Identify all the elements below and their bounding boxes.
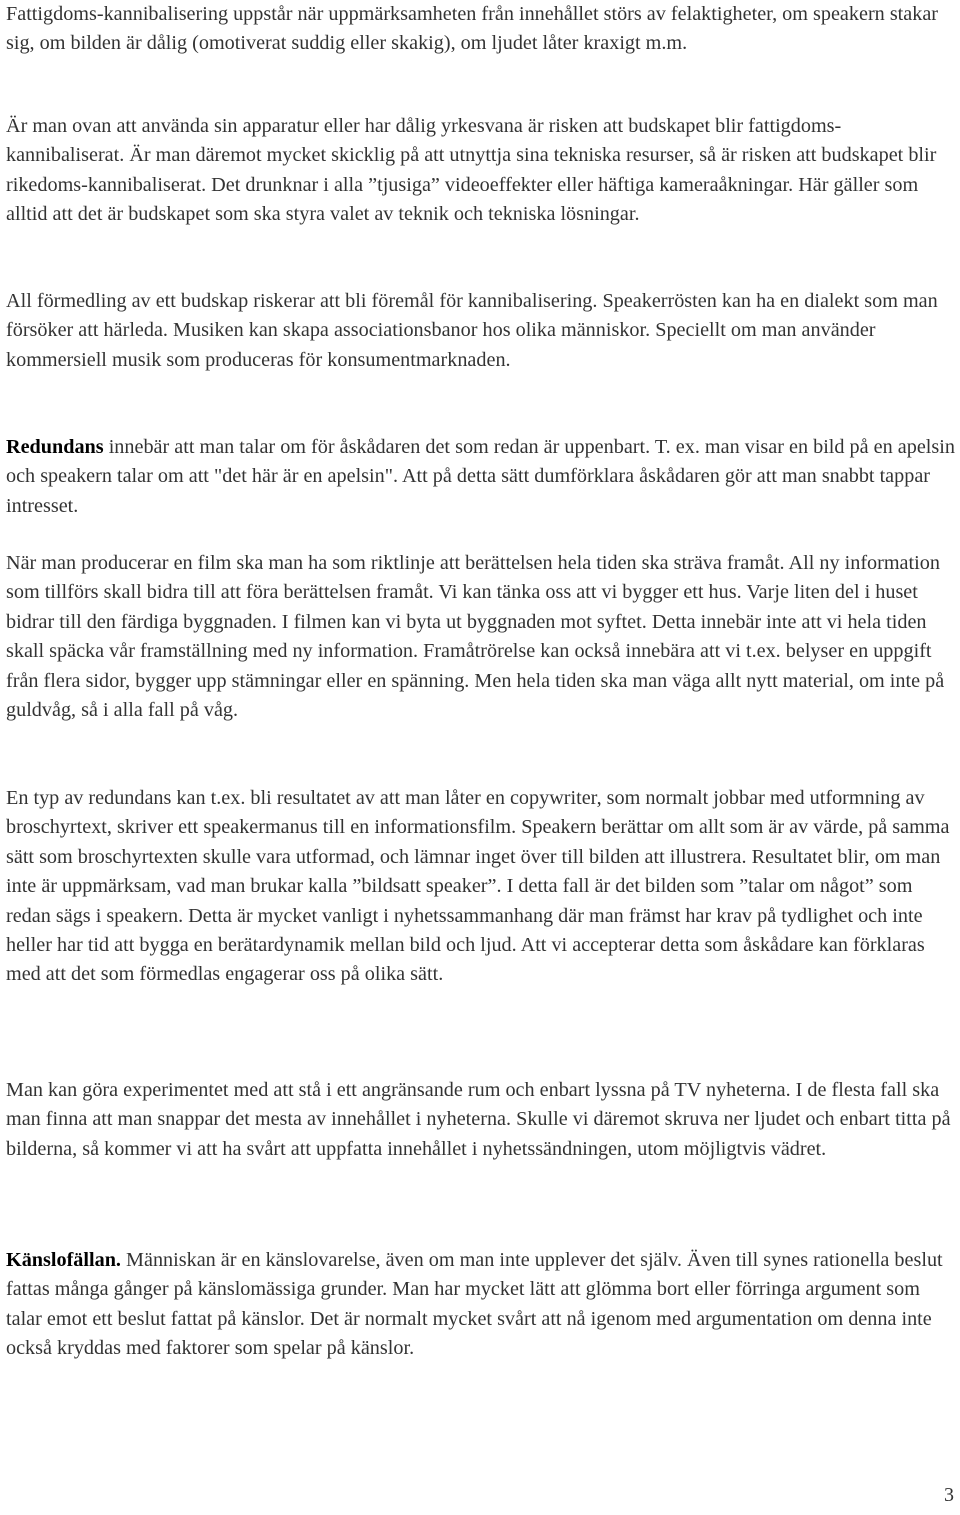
paragraph-redundans xyxy=(6,433,958,521)
paragraph-text: När man producerar en film ska man ha som riktlinje att berättelsen hela tiden ska sträva framåt. All ny information som tillförs skall bidra till att föra berättelsen framåt. Vi kan tänka oss att vi bygger ett hus. Varje liten del i huset bidrar till den färdiga byggnaden. I filmen kan vi byta ut byggnaden mot syftet. Detta innebär inte att vi hela tiden skall späcka vår framställning med ny information. Framåtrörelse kan också innebära att vi t.ex. belyser en uppgift från flera sidor, bygger upp stämningar eller en spänning. Men hela tiden ska man väga allt nytt material, om inte på guldvåg, så i alla fall på våg. xyxy=(6,552,945,722)
paragraph-fattigdoms-kannibalisering xyxy=(6,0,958,59)
paragraph-text: Fattigdoms-kannibalisering uppstår när uppmärksamheten från innehållet störs av felaktigheter, om speakern stakar sig, om bilden är dålig (omotiverat suddig eller skakig), om ljudet låter kraxigt m.m. xyxy=(6,3,939,55)
paragraph-kanslofallan xyxy=(6,1246,958,1364)
paragraph-copywriter xyxy=(6,784,958,990)
paragraph-text: Är man ovan att använda sin apparatur eller har dålig yrkesvana är risken att budskapet blir fattigdoms-kannibaliserat. Är man däremot mycket skicklig på att utnyttja sina tekniska resurser, så är risken att budskapet blir rikedoms-kannibaliserat. Det drunknar i alla ”tjusiga” videoeffekter eller häftiga kameraåkningar. Här gäller som alltid att det är budskapet som ska styra valet av teknik och tekniska lösningar. xyxy=(6,115,937,226)
paragraph-text: All förmedling av ett budskap riskerar att bli föremål för kannibalisering. Speakerrösten kan ha en dialekt som man försöker att härleda. Musiken kan skapa associationsbanor hos olika människor. Speciellt om man använder kommersiell musik som produceras för konsumentmarknaden. xyxy=(6,290,938,371)
paragraph-text: Man kan göra experimentet med att stå i ett angränsande rum och enbart lyssna på TV nyheterna. I de flesta fall ska man finna att man snappar det mesta av innehållet i nyheterna. Skulle vi däremot skruva ner ljudet och enbart titta på bilderna, så kommer vi att ha svårt att uppfatta innehållet i nyhetssändningen, utom möjligtvis vädret. xyxy=(6,1079,951,1160)
paragraph-experiment xyxy=(6,1076,958,1164)
paragraph-apparatur xyxy=(6,112,958,230)
paragraph-framatrorelse xyxy=(6,549,958,725)
paragraph-text: En typ av redundans kan t.ex. bli resultatet av att man låter en copywriter, som normalt jobbar med utformning av broschyrtext, skriver ett speakermanus till en informationsfilm. Speakern berättar om allt som är av värde, på samma sätt som broschyrtexten skulle vara utformad, och lämnar inget över till bilden att illustrera. Resultatet blir, om man inte är uppmärksam, vad man brukar kalla ”bildsatt speaker”. I detta fall är det bilden som ”talar om något” som redan sägs i speakern. Detta är mycket vanligt i nyhetssammanhang där man främst har krav på tydlighet och inte heller har tid att bygga en berätardynamik mellan bild och ljud. Att vi accepterar detta som åskådare kan förklaras med att det som förmedlas engagerar oss på olika sätt. xyxy=(6,787,950,986)
paragraph-formedling xyxy=(6,287,958,375)
term-redundans: Redundans xyxy=(6,436,104,458)
page-number: 3 xyxy=(944,1484,954,1506)
paragraph-text: innebär att man talar om för åskådaren det som redan är uppenbart. T. ex. man visar en bild på en apelsin och speakern talar om att "det här är en apelsin". Att på detta sätt dumförklara åskådaren gör att man snabbt tappar intresset. xyxy=(6,436,955,517)
term-kanslofallan: Känslofällan. xyxy=(6,1249,121,1271)
paragraph-text: Människan är en känslovarelse, även om man inte upplever det själv. Även till synes rationella beslut fattas många gånger på känslomässiga grunder. Man har mycket lätt att glömma bort eller förringa argument som talar emot ett beslut fattat på känslor. Det är normalt mycket svårt att nå igenom med argumentation om denna inte också kryddas med faktorer som spelar på känslor. xyxy=(6,1249,943,1360)
